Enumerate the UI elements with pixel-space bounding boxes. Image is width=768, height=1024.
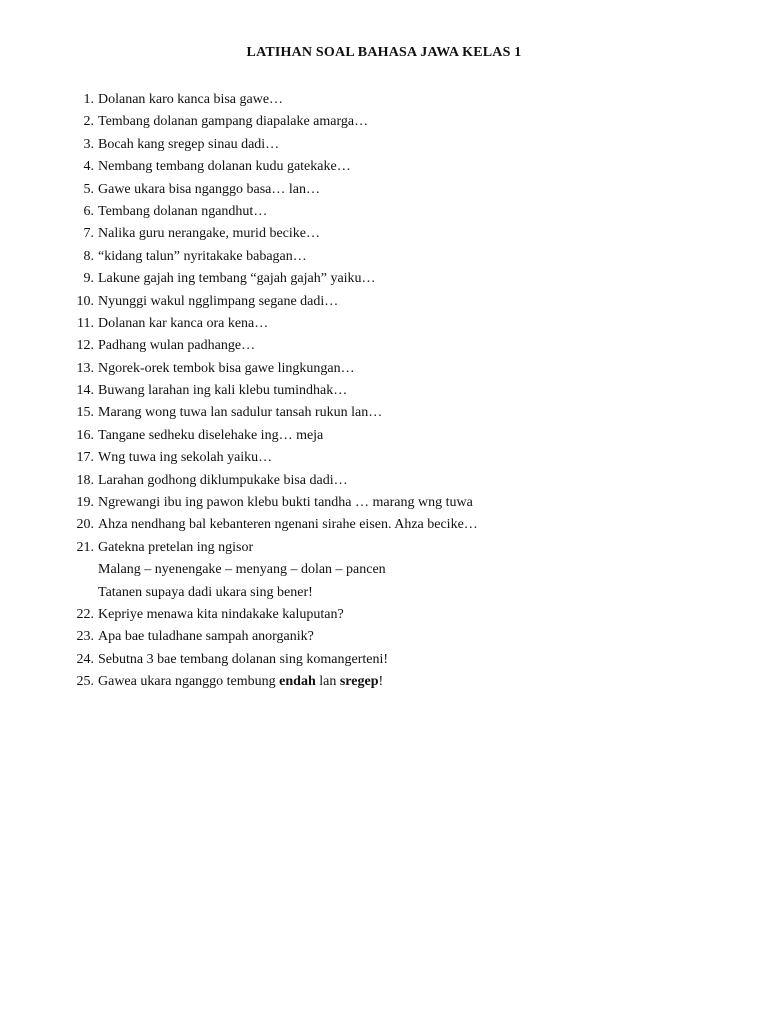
question-number: 3. — [83, 136, 94, 152]
question-text: Bocah kang sregep sinau dadi… — [98, 136, 280, 152]
bold-word: endah — [279, 674, 316, 690]
question-text: Dolanan kar kanca ora kena… — [98, 315, 269, 331]
question-item — [0, 470, 768, 492]
question-text: Ngorek-orek tembok bisa gawe lingkungan… — [98, 360, 355, 376]
question-number: 2. — [83, 114, 94, 130]
question-text: Dolanan karo kanca bisa gawe… — [98, 92, 284, 107]
question-text: Tatanen supaya dadi ukara sing bener! — [98, 584, 313, 600]
question-item — [0, 604, 768, 626]
question-item — [0, 89, 768, 111]
question-text: Sebutna 3 bae tembang dolanan sing komangerteni! — [98, 651, 389, 667]
question-number: 19. — [76, 495, 94, 511]
question-text-part: Gawea ukara nganggo tembung — [98, 674, 280, 690]
question-item — [0, 671, 768, 693]
question-text: Kepriye menawa kita nindakake kaluputan? — [98, 606, 344, 622]
question-list — [0, 89, 768, 694]
question-number: 15. — [76, 405, 94, 421]
question-item — [0, 402, 768, 424]
question-text: Gatekna pretelan ing ngisor — [98, 539, 254, 555]
question-number: 8. — [83, 248, 94, 264]
question-text: Lakune gajah ing tembang “gajah gajah” yaiku… — [98, 271, 376, 287]
question-item — [0, 335, 768, 357]
question-number: 4. — [83, 159, 94, 175]
question-number: 1. — [83, 92, 94, 107]
question-text: Ahza nendhang bal kebanteren ngenani sirahe eisen. Ahza becike… — [98, 517, 478, 533]
question-number: 7. — [83, 226, 94, 242]
question-item — [0, 156, 768, 178]
question-number: 21. — [76, 539, 94, 555]
question-text-part: lan — [315, 674, 340, 690]
bold-word: sregep — [339, 674, 379, 690]
question-item — [0, 492, 768, 514]
question-number: 22. — [76, 606, 94, 622]
question-number: 10. — [76, 293, 94, 309]
question-item — [0, 313, 768, 335]
question-item — [0, 447, 768, 469]
question-number: 17. — [76, 450, 94, 466]
question-item — [0, 268, 768, 290]
question-item — [0, 223, 768, 245]
question-number: 20. — [76, 517, 94, 533]
question-item — [0, 380, 768, 402]
question-text: Nalika guru nerangake, murid becike… — [98, 226, 320, 242]
question-text: Ngrewangi ibu ing pawon klebu bukti tandha … marang wng tuwa — [98, 495, 473, 511]
question-text: Tembang dolanan gampang diapalake amarga… — [98, 114, 369, 130]
question-number: 11. — [77, 315, 94, 331]
question-text: Nyunggi wakul ngglimpang segane dadi… — [98, 293, 339, 309]
question-text: Malang – nyenengake – menyang – dolan – pancen — [98, 562, 386, 578]
question-item — [0, 649, 768, 671]
question-item — [0, 111, 768, 133]
question-number: 23. — [76, 629, 94, 645]
question-item — [0, 514, 768, 536]
question-number: 13. — [76, 360, 94, 376]
question-text — [98, 671, 383, 693]
question-text: “kidang talun” nyritakake babagan… — [98, 248, 307, 264]
question-continuation — [0, 582, 768, 604]
question-number: 16. — [76, 427, 94, 443]
question-item — [0, 134, 768, 156]
question-number: 24. — [76, 651, 94, 667]
document-title: LATIHAN SOAL BAHASA JAWA KELAS 1 — [246, 45, 522, 60]
question-text: Tembang dolanan ngandhut… — [98, 203, 268, 219]
question-item — [0, 291, 768, 313]
question-item — [0, 537, 768, 559]
question-text: Nembang tembang dolanan kudu gatekake… — [98, 159, 351, 175]
question-number: 5. — [83, 181, 94, 197]
question-text: Gawe ukara bisa nganggo basa… lan… — [98, 181, 320, 197]
question-number: 12. — [76, 338, 94, 354]
question-text: Wng tuwa ing sekolah yaiku… — [98, 450, 273, 466]
question-number: 25. — [76, 674, 94, 690]
question-number: 9. — [83, 271, 94, 287]
question-number: 14. — [76, 383, 94, 399]
question-item — [0, 425, 768, 447]
question-item — [0, 626, 768, 648]
question-text: Apa bae tuladhane sampah anorganik? — [98, 629, 314, 645]
question-item — [0, 358, 768, 380]
question-continuation — [0, 559, 768, 581]
question-number: 6. — [83, 203, 94, 219]
question-number: 18. — [76, 472, 94, 488]
question-text: Buwang larahan ing kali klebu tumindhak… — [98, 383, 348, 399]
question-item — [0, 246, 768, 268]
question-text: Marang wong tuwa lan sadulur tansah rukun lan… — [98, 405, 383, 421]
question-item — [0, 179, 768, 201]
question-text-part: ! — [378, 674, 384, 690]
question-item — [0, 201, 768, 223]
question-text: Tangane sedheku diselehake ing… meja — [98, 427, 324, 443]
question-text: Padhang wulan padhange… — [98, 338, 256, 354]
question-text: Larahan godhong diklumpukake bisa dadi… — [98, 472, 348, 488]
